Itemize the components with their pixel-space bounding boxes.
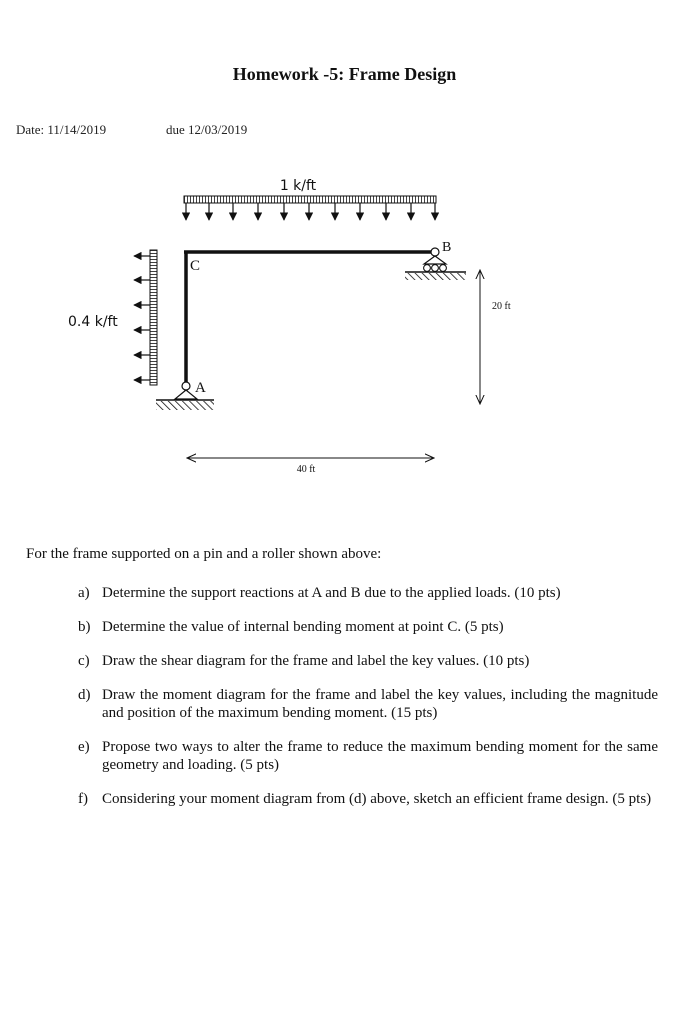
question-label: f) [78,791,88,807]
question-label: e) [78,739,90,755]
question-text: Propose two ways to alter the frame to reduce the maximum bending moment for the same geometry and loading. (5 pts) [102,739,658,773]
top-distributed-load [184,196,436,220]
height-dimension-label: 20 ft [492,301,511,312]
question-text: Draw the shear diagram for the frame and label the key values. (10 pts) [102,653,530,669]
question-f [78,790,658,808]
question-b [78,618,658,636]
question-text: Determine the support reactions at A and B due to the applied loads. (10 pts) [102,585,561,601]
side-load-label: 0.4 k/ft [68,314,118,330]
question-e [78,738,658,774]
point-A-label: A [195,380,206,396]
question-a [78,584,658,602]
page-title: Homework -5: Frame Design [232,64,457,84]
top-load-label: 1 k/ft [279,178,317,194]
frame-diagram [0,160,689,490]
question-list [78,584,658,824]
question-c [78,652,658,670]
question-label: b) [78,619,91,635]
question-text: Considering your moment diagram from (d) above, sketch an efficient frame design. (5 pts) [102,791,652,807]
question-label: c) [78,653,90,669]
question-d [78,686,658,722]
side-distributed-load [134,250,157,385]
question-label: a) [78,585,90,601]
question-text: Draw the moment diagram for the frame and label the key values, including the magnitude and position of the maximum bending moment. (15 pts) [102,687,658,721]
width-dimension-label: 40 ft [296,464,316,475]
point-C-label: C [190,258,201,274]
intro-text: For the frame supported on a pin and a roller shown above: [26,546,382,562]
point-B-label: B [442,240,452,255]
due-date-text: due 12/03/2019 [166,122,248,137]
question-label: d) [78,687,91,703]
date-text: Date: 11/14/2019 [16,122,107,137]
question-text: Determine the value of internal bending moment at point C. (5 pts) [102,619,504,635]
